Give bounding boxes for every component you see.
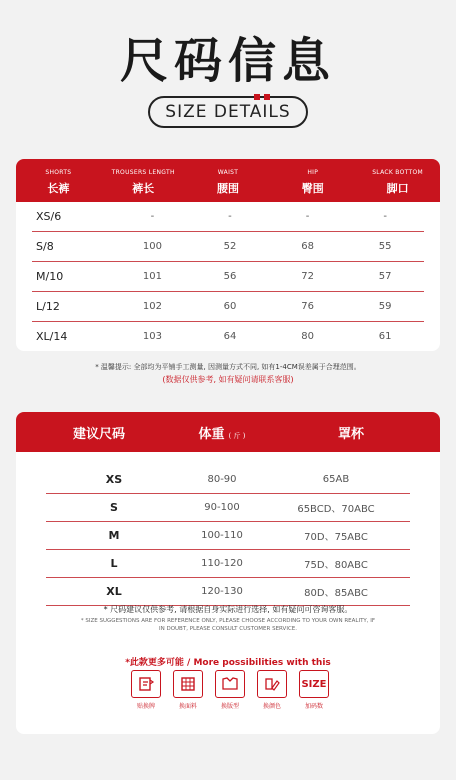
table-row: XL 120-130 80D、85ABC (46, 578, 410, 606)
more-possibilities-title: *此款更多可能 / More possibilities with this (125, 658, 331, 668)
page-title: 尺码信息 (119, 33, 336, 89)
col-header-shorts: SHORTS 长裤 (45, 169, 72, 195)
table-row: M 100-110 70D、75ABC (46, 522, 410, 550)
col-header-suggested-size: 建议尺码 (72, 426, 125, 442)
col-header-trousers-length: TROUSERS LENGTH 裤长 (111, 169, 175, 195)
col-header-waist: WAIST 腰围 (216, 169, 239, 195)
pattern-icon (215, 670, 245, 698)
table-row: S/8 100 52 68 55 (32, 232, 424, 262)
badge-notch (264, 94, 270, 100)
table-row: L 110-120 75D、80ABC (46, 550, 410, 578)
table-row: XS/6 - - - - (32, 202, 424, 232)
table-row: XS 80-90 65AB (46, 466, 410, 494)
size-suggestion-note-en: * SIZE SUGGESTIONS ARE FOR REFERENCE ONLY, PLEASE CHOOSE ACCORDING TO YOUR OWN REALITY, IF IN DOUBT, PLEASE CONSULT CUSTOMER SERVICE. (80, 618, 376, 632)
size-icon: SIZE (299, 670, 329, 698)
option-size: SIZE 加码数 (298, 670, 330, 710)
size-suggestion-note: * 尺码建议仅供参考, 请根据自身实际进行选择, 如有疑问可咨询客服。 (103, 605, 353, 614)
customization-options (130, 670, 330, 710)
reference-note: (数据仅供参考, 如有疑问请联系客服) (162, 375, 294, 384)
table-row: S 90-100 65BCD、70ABC (46, 494, 410, 522)
color-swatch-icon (257, 670, 287, 698)
table-row: XL/14 103 64 80 61 (32, 322, 424, 351)
weight-unit: ( 斤 ) (228, 431, 246, 440)
page-subtitle: SIZE DETAILS (165, 102, 291, 122)
table-row: M/10 101 56 72 57 (32, 262, 424, 292)
col-header-slack-bottom: SLACK BOTTOM 脚口 (372, 169, 423, 195)
option-label-tag: 贴换牌 (130, 670, 162, 710)
col-header-weight: 体重 ( 斤 ) (198, 426, 246, 442)
measurement-note: * 温馨提示: 全部均为平铺手工测量, 因测量方式不同, 如有1-4CM误差属于合理范围。 (95, 363, 361, 371)
option-color: 换颜色 (256, 670, 288, 710)
fabric-icon (173, 670, 203, 698)
badge-notch (254, 94, 260, 100)
col-header-cup: 罩杯 (337, 426, 364, 442)
table-row: L/12 102 60 76 59 (32, 292, 424, 322)
size-measurement-table (16, 159, 440, 351)
option-fabric: 换面料 (172, 670, 204, 710)
col-header-hip: HIP 臀围 (301, 169, 324, 195)
label-tag-icon (131, 670, 161, 698)
size-details-badge (148, 96, 308, 128)
table-header (16, 159, 440, 202)
table-header (16, 412, 440, 452)
option-pattern: 换版型 (214, 670, 246, 710)
